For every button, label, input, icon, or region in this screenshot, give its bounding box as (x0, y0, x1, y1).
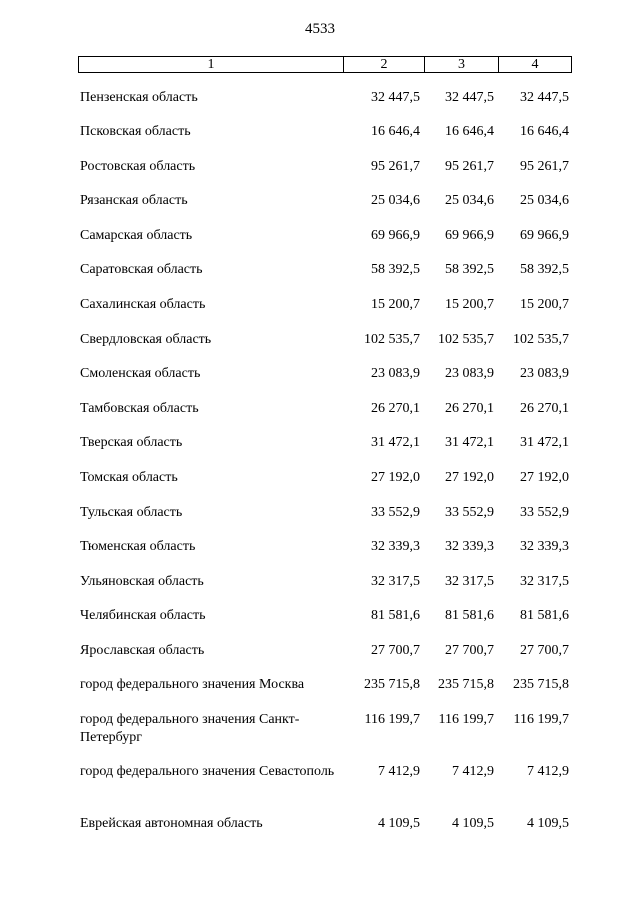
region-name: Смоленская область (80, 366, 201, 381)
region-name: Ростовская область (80, 159, 196, 174)
value-col-2: 116 199,7 (364, 712, 420, 727)
header-cell-3: 3 (424, 57, 498, 72)
value-col-4: 235 715,8 (513, 677, 569, 692)
value-col-3: 16 646,4 (445, 124, 494, 139)
value-col-2: 95 261,7 (371, 159, 420, 174)
value-col-2: 4 109,5 (378, 816, 420, 831)
value-col-4: 23 083,9 (520, 366, 569, 381)
header-cell-4: 4 (498, 57, 571, 72)
table-header (78, 56, 572, 73)
value-col-3: 33 552,9 (445, 505, 494, 520)
value-col-3: 26 270,1 (445, 401, 494, 416)
value-col-2: 32 317,5 (371, 574, 420, 589)
value-col-4: 31 472,1 (520, 435, 569, 450)
value-col-2: 27 700,7 (371, 643, 420, 658)
value-col-4: 26 270,1 (520, 401, 569, 416)
value-col-4: 4 109,5 (527, 816, 569, 831)
value-col-4: 32 317,5 (520, 574, 569, 589)
value-col-2: 69 966,9 (371, 228, 420, 243)
value-col-4: 27 192,0 (520, 470, 569, 485)
value-col-3: 32 317,5 (445, 574, 494, 589)
region-name: Пензенская область (80, 90, 198, 105)
value-col-4: 32 447,5 (520, 90, 569, 105)
value-col-4: 25 034,6 (520, 193, 569, 208)
header-cell-2: 2 (343, 57, 424, 72)
value-col-3: 116 199,7 (438, 712, 494, 727)
value-col-3: 95 261,7 (445, 159, 494, 174)
region-name: Ярославская область (80, 643, 205, 658)
value-col-3: 25 034,6 (445, 193, 494, 208)
value-col-2: 16 646,4 (371, 124, 420, 139)
region-name: Самарская область (80, 228, 193, 243)
region-name: Псковская область (80, 124, 191, 139)
value-col-2: 32 339,3 (371, 539, 420, 554)
value-col-2: 25 034,6 (371, 193, 420, 208)
value-col-3: 32 339,3 (445, 539, 494, 554)
value-col-4: 32 339,3 (520, 539, 569, 554)
value-col-4: 58 392,5 (520, 262, 569, 277)
value-col-2: 23 083,9 (371, 366, 420, 381)
value-col-4: 116 199,7 (513, 712, 569, 727)
value-col-3: 27 192,0 (445, 470, 494, 485)
value-col-4: 102 535,7 (513, 332, 569, 347)
region-name: Саратовская область (80, 262, 203, 277)
region-name: Тамбовская область (80, 401, 199, 416)
region-name: Тюменская область (80, 539, 196, 554)
value-col-2: 27 192,0 (371, 470, 420, 485)
value-col-4: 81 581,6 (520, 608, 569, 623)
value-col-3: 81 581,6 (445, 608, 494, 623)
value-col-4: 7 412,9 (527, 764, 569, 779)
value-col-4: 33 552,9 (520, 505, 569, 520)
region-name: город федерального значения Москва (80, 677, 305, 692)
value-col-2: 7 412,9 (378, 764, 420, 779)
value-col-4: 95 261,7 (520, 159, 569, 174)
page-number: 4533 (305, 21, 335, 37)
region-name: город федерального значения Севастополь (80, 764, 335, 779)
value-col-4: 69 966,9 (520, 228, 569, 243)
value-col-3: 4 109,5 (452, 816, 494, 831)
region-name: Тульская область (80, 505, 183, 520)
region-name: Томская область (80, 470, 178, 485)
value-col-4: 27 700,7 (520, 643, 569, 658)
region-name: город федерального значения Санкт-Петербург (80, 712, 300, 745)
value-col-2: 58 392,5 (371, 262, 420, 277)
value-col-3: 69 966,9 (445, 228, 494, 243)
value-col-3: 32 447,5 (445, 90, 494, 105)
value-col-3: 58 392,5 (445, 262, 494, 277)
value-col-2: 32 447,5 (371, 90, 420, 105)
value-col-2: 31 472,1 (371, 435, 420, 450)
region-name: Сахалинская область (80, 297, 206, 312)
value-col-2: 81 581,6 (371, 608, 420, 623)
region-name: Свердловская область (80, 332, 212, 347)
value-col-4: 16 646,4 (520, 124, 569, 139)
value-col-3: 235 715,8 (438, 677, 494, 692)
value-col-2: 33 552,9 (371, 505, 420, 520)
value-col-3: 31 472,1 (445, 435, 494, 450)
value-col-3: 27 700,7 (445, 643, 494, 658)
value-col-3: 7 412,9 (452, 764, 494, 779)
value-col-3: 23 083,9 (445, 366, 494, 381)
region-name: Тверская область (80, 435, 183, 450)
value-col-2: 15 200,7 (371, 297, 420, 312)
value-col-2: 26 270,1 (371, 401, 420, 416)
value-col-3: 15 200,7 (445, 297, 494, 312)
value-col-2: 102 535,7 (364, 332, 420, 347)
region-name: Ульяновская область (80, 574, 204, 589)
value-col-3: 102 535,7 (438, 332, 494, 347)
region-name: Челябинская область (80, 608, 206, 623)
header-cell-1: 1 (207, 57, 215, 72)
region-name: Рязанская область (80, 193, 188, 208)
value-col-4: 15 200,7 (520, 297, 569, 312)
region-name: Еврейская автономная область (80, 816, 263, 831)
value-col-2: 235 715,8 (364, 677, 420, 692)
